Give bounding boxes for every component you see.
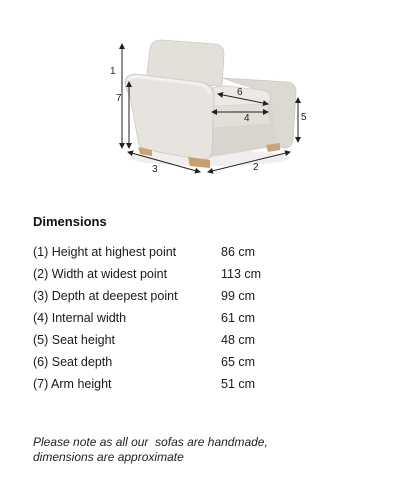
dimensions-title: Dimensions xyxy=(33,214,107,229)
dimension-label: (1) Height at highest point xyxy=(33,245,177,259)
dimension-row xyxy=(33,309,333,331)
dimensions-list xyxy=(33,243,333,397)
dimension-row xyxy=(33,243,333,265)
dimension-value: 99 cm xyxy=(221,289,256,303)
dimension-row xyxy=(33,331,333,353)
note-line-2: dimensions are approximate xyxy=(33,450,184,464)
handmade-note xyxy=(33,435,373,465)
dimension-row xyxy=(33,353,333,375)
dimension-label: (4) Internal width xyxy=(33,311,127,325)
dimension-label: (3) Depth at deepest point xyxy=(33,289,178,303)
dim-label-3: 3 xyxy=(152,164,158,175)
dimension-value: 51 cm xyxy=(221,377,256,391)
note-line-1: Please note as all our sofas are handmade, xyxy=(33,435,268,449)
dimension-value: 61 cm xyxy=(221,311,256,325)
dimension-value: 48 cm xyxy=(221,333,256,347)
dim-label-6: 6 xyxy=(237,87,243,98)
dimension-row xyxy=(33,375,333,397)
dimension-label: (2) Width at widest point xyxy=(33,267,168,281)
dimension-value: 65 cm xyxy=(221,355,256,369)
dim-label-4: 4 xyxy=(244,113,250,124)
dimension-label: (7) Arm height xyxy=(33,377,112,391)
dimension-value: 86 cm xyxy=(221,245,256,259)
dimension-row xyxy=(33,287,333,309)
dimension-label: (5) Seat height xyxy=(33,333,115,347)
armchair-dimension-diagram xyxy=(0,0,400,200)
dimension-row xyxy=(33,265,333,287)
dim-label-5: 5 xyxy=(301,112,307,123)
dim-label-1: 1 xyxy=(110,66,116,77)
dimension-label: (6) Seat depth xyxy=(33,355,113,369)
dim-label-2: 2 xyxy=(253,162,259,173)
armchair-illustration xyxy=(125,40,296,168)
dim-label-7: 7 xyxy=(116,93,122,104)
dimension-value: 113 cm xyxy=(221,267,262,281)
